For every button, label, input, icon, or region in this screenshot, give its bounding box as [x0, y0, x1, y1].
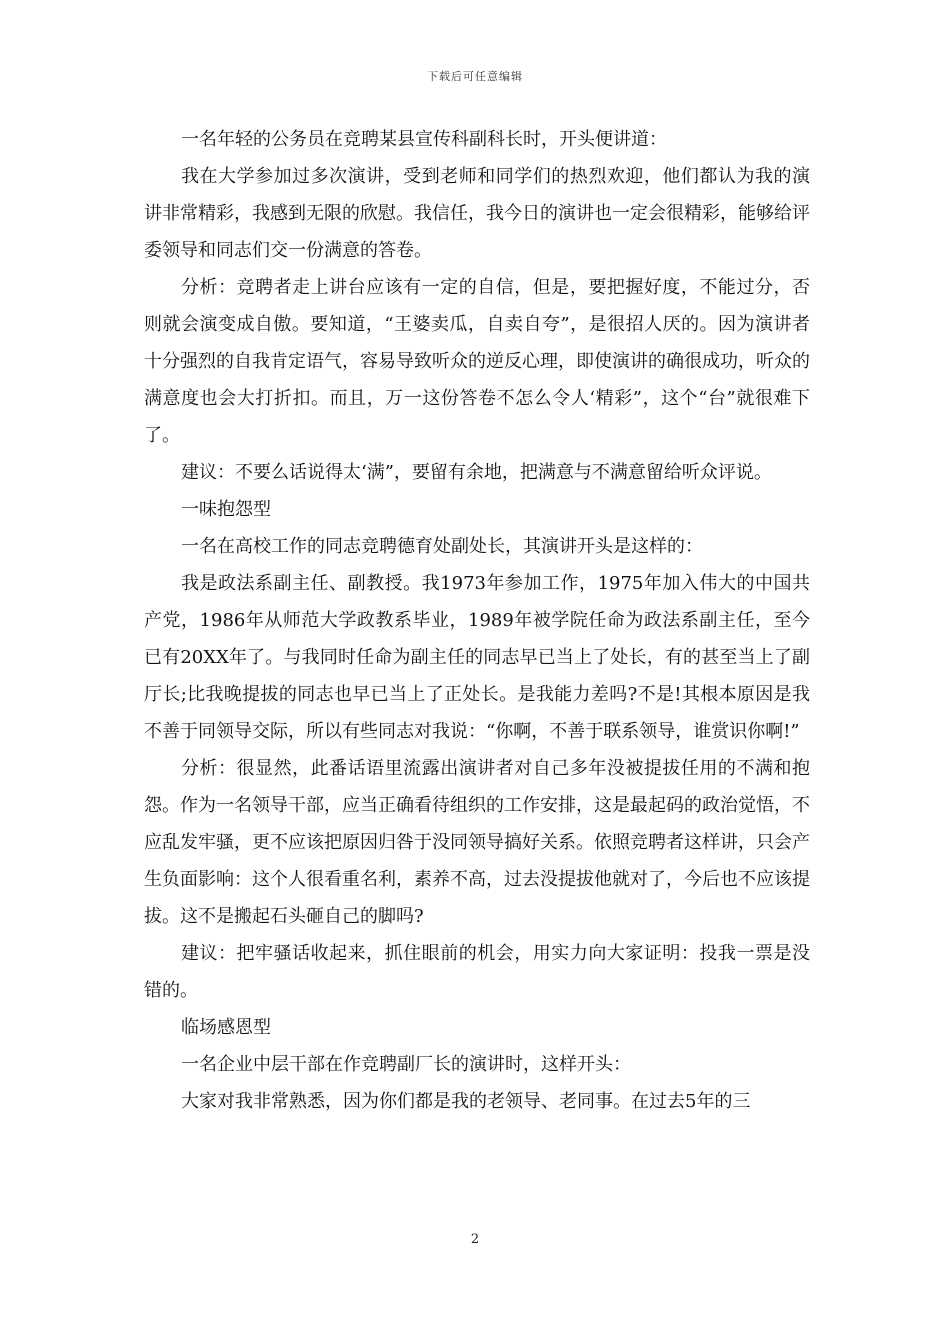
paragraph-analysis-2: 分析：很显然，此番话语里流露出演讲者对自己多年没被提拔任用的不满和抱怨。作为一名领导干部，应当正确看待组织的工作安排，这是最起码的政治觉悟，不应乱发牢骚，更不应该把原因归咎于没同领导搞好关系。依照竞聘者这样讲，只会产生负面影响：这个人很看重名利，素养不高，过去没提拔他就对了，今后也不应该提拔。这不是搬起石头砸自己的脚吗? [144, 758, 810, 927]
paragraph-advice-1: 建议：不要么话说得太‘满”，要留有余地，把满意与不满意留给听众评说。 [181, 462, 772, 483]
paragraph-intro-2: 一名在高校工作的同志竞聘德育处副处长，其演讲开头是这样的： [181, 536, 703, 557]
page-header: 下载后可任意编辑 [427, 70, 523, 83]
paragraph-speech-2: 我是政法系副主任、副教授。我1973年参加工作，1975年加入伟大的中国共产党，1986年从师范大学政教系毕业，1989年被学院任命为政法系副主任，至今已有20XX年了。与我同时任命为副主任的同志早已当上了处长，有的甚至当上了副厅长;比我晚提拔的同志也早已当上了正处长。是我能力差吗?不是!其根本原因是我不善于同领导交际，所以有些同志对我说：“你啊，不善于联系领导，谁赏识你啊!” [144, 573, 810, 742]
paragraph-analysis-1: 分析：竞聘者走上讲台应该有一定的自信，但是，要把握好度，不能过分，否则就会演变成自傲。要知道，“王婆卖瓜，自卖自夸”，是很招人厌的。因为演讲者十分强烈的自我肯定语气，容易导致听众的逆反心理，即使演讲的确很成功，听众的满意度也会大打折扣。而且，万一这份答卷不怎么令人‘精彩”，这个“台”就很难下了。 [144, 277, 810, 446]
paragraph-intro-3: 一名企业中层干部在作竞聘副厂长的演讲时，这样开头： [181, 1054, 631, 1075]
page-number: 2 [470, 1232, 480, 1247]
section-heading-gratitude: 临场感恩型 [181, 1017, 271, 1038]
paragraph-speech-3: 大家对我非常熟悉，因为你们都是我的老领导、老同事。在过去5年的三 [181, 1091, 751, 1112]
document-body [144, 121, 810, 1120]
paragraph-speech-1: 我在大学参加过多次演讲，受到老师和同学们的热烈欢迎，他们都认为我的演讲非常精彩，我感到无限的欣慰。我信任，我今日的演讲也一定会很精彩，能够给评委领导和同志们交一份满意的答卷。 [144, 166, 810, 261]
section-heading-complaint: 一味抱怨型 [181, 499, 271, 520]
paragraph-advice-2: 建议：把牢骚话收起来，抓住眼前的机会，用实力向大家证明：投我一票是没错的。 [144, 943, 810, 1001]
paragraph-intro-1: 一名年轻的公务员在竞聘某县宣传科副科长时，开头便讲道： [181, 129, 667, 150]
